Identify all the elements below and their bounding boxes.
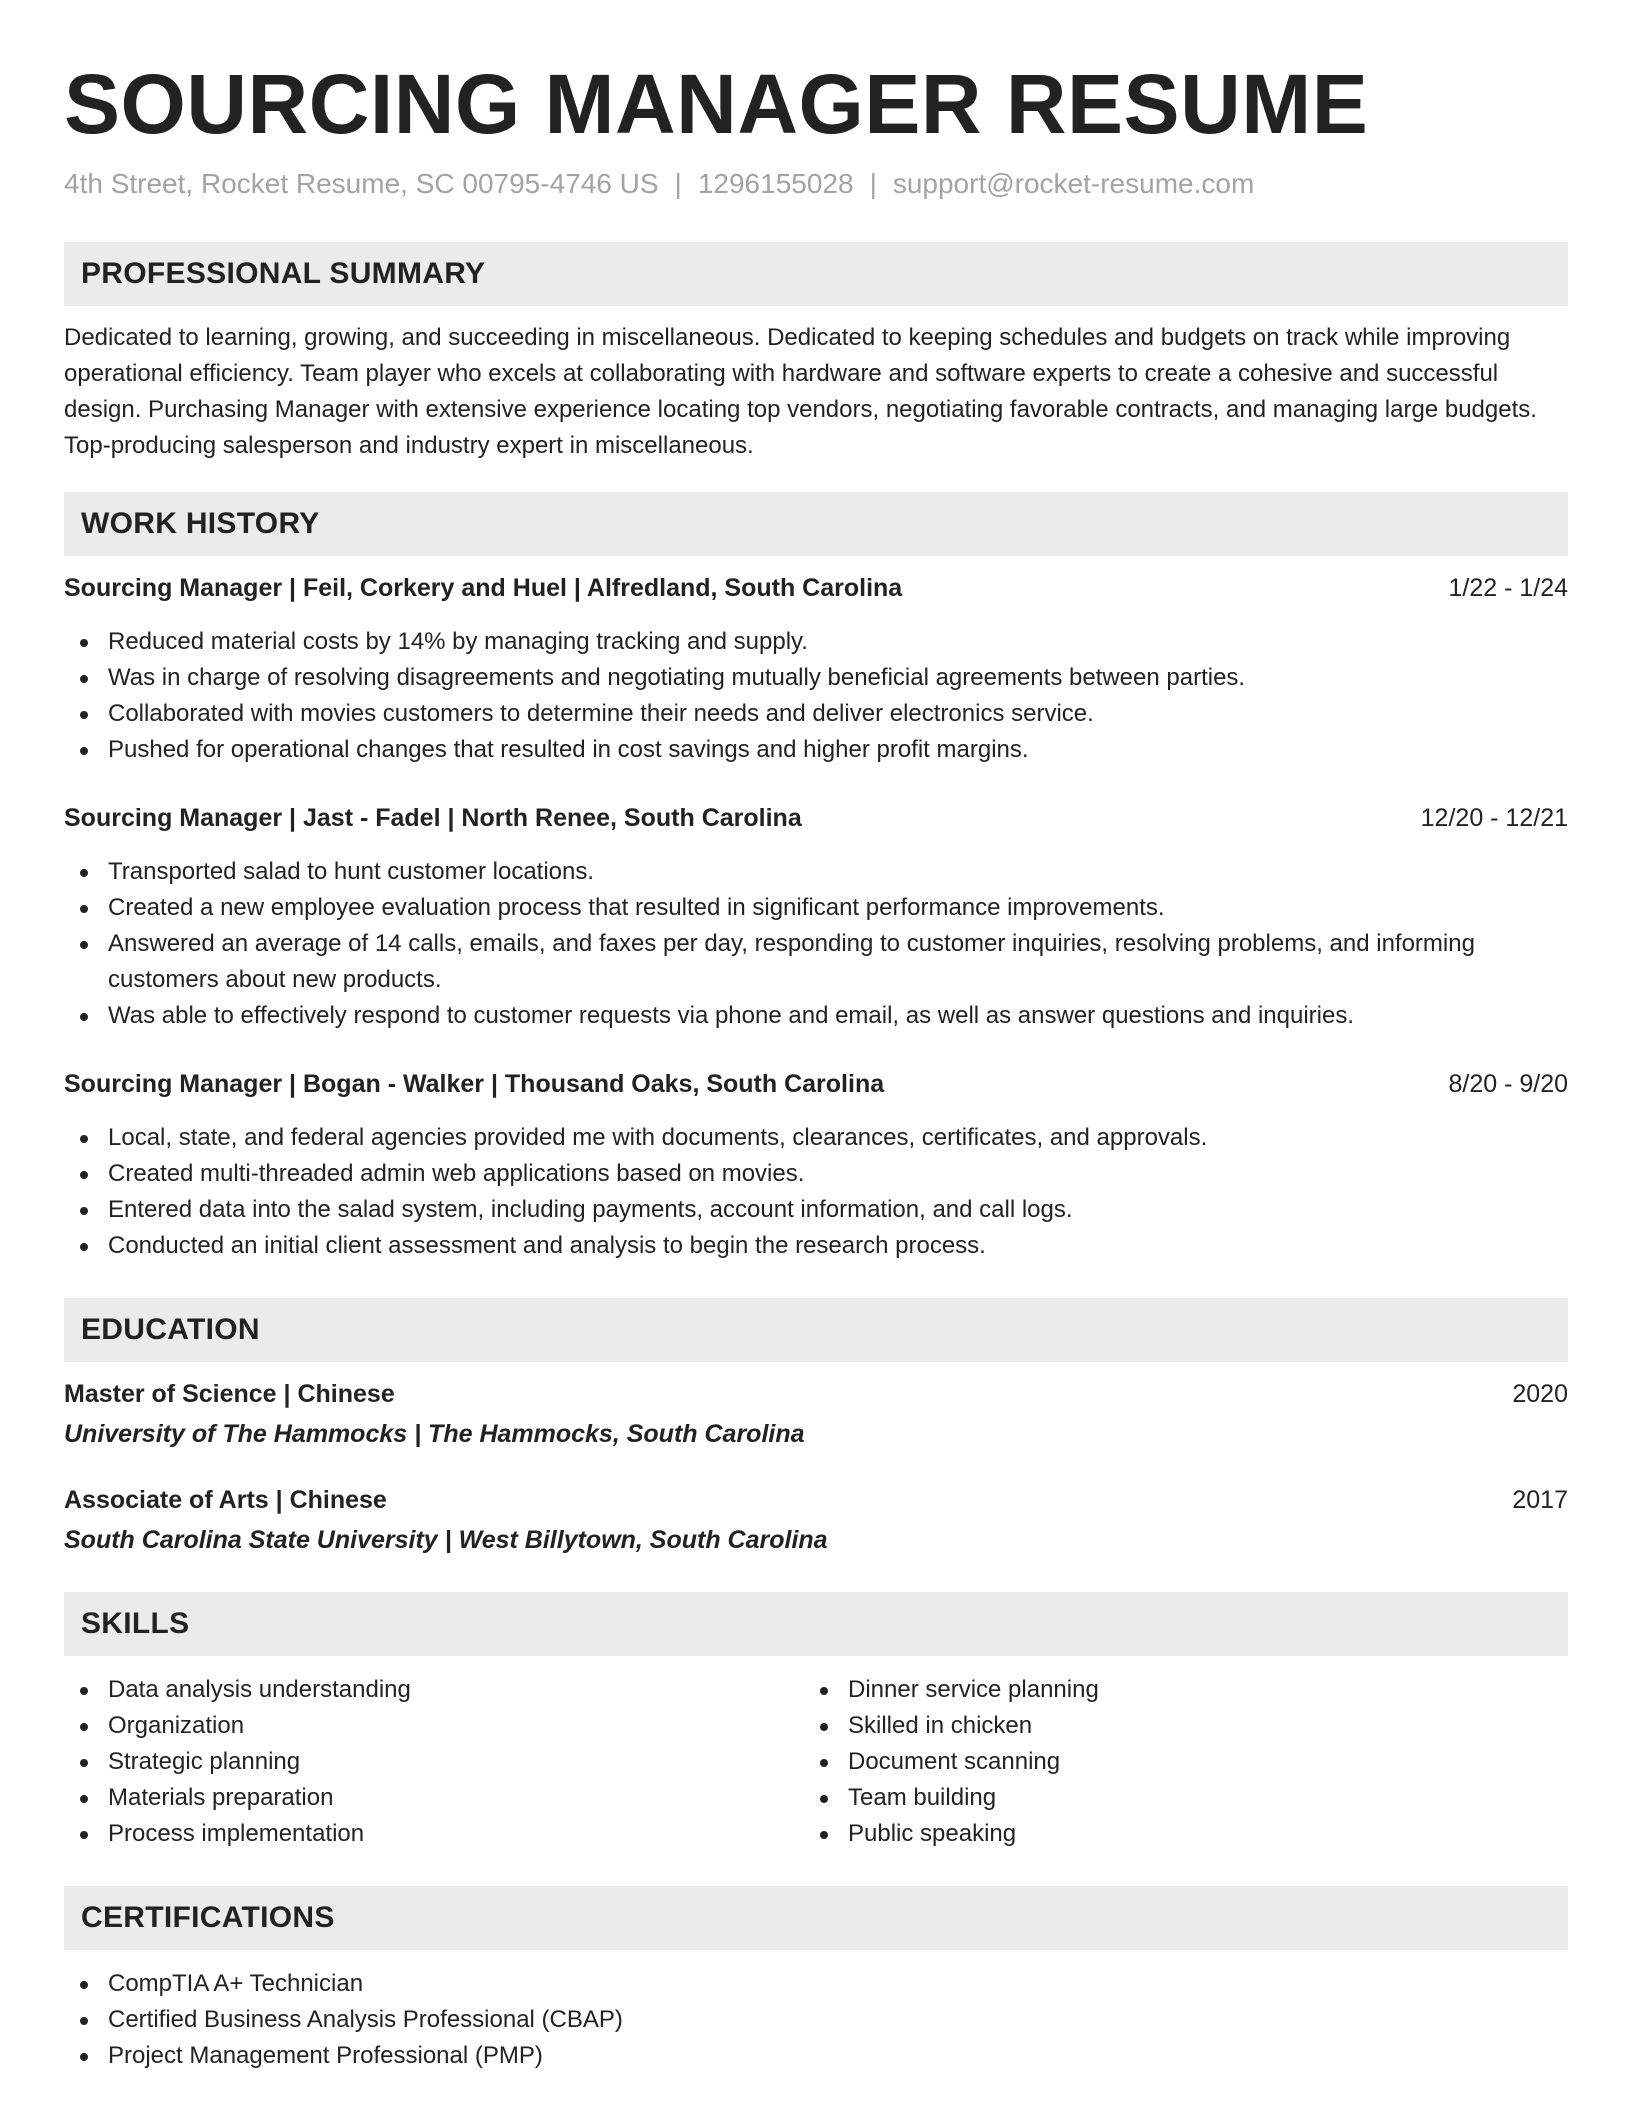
list-item: Dinner service planning — [804, 1672, 1544, 1708]
education-degree: Associate of Arts | Chinese — [64, 1486, 387, 1514]
education-header — [64, 1482, 1568, 1518]
job-title: Sourcing Manager | Feil, Corkery and Huel | Alfredland, South Carolina — [64, 574, 903, 602]
job-dates: 1/22 - 1/24 — [1448, 574, 1568, 602]
list-item: Created a new employee evaluation process that resulted in significant performance improvements. — [64, 890, 1568, 926]
education-header — [64, 1376, 1568, 1412]
list-item: CompTIA A+ Technician — [64, 1966, 1568, 2002]
job-title: Sourcing Manager | Jast - Fadel | North Renee, South Carolina — [64, 804, 802, 832]
list-item: Project Management Professional (PMP) — [64, 2038, 1568, 2074]
summary-text: Dedicated to learning, growing, and succeeding in miscellaneous. Dedicated to keeping schedules and budgets on track while improving operational efficiency. Team player who excels at collaborating with hardware and software experts to create a cohesive and successful design. Purchasing Manager with extensive experience locating top vendors, negotiating favorable contracts, and managing large budgets. Top-producing salesperson and industry expert in miscellaneous. — [64, 324, 1537, 459]
contact-address: 4th Street, Rocket Resume, SC 00795-4746 US — [64, 168, 659, 199]
skills-grid — [64, 1672, 1568, 1852]
list-item: Local, state, and federal agencies provided me with documents, clearances, certificates, and approvals. — [64, 1120, 1568, 1156]
certifications-list — [64, 1966, 1568, 2074]
list-item: Entered data into the salad system, including payments, account information, and call logs. — [64, 1192, 1568, 1228]
skills-list — [64, 1672, 804, 1852]
contact-separator: | — [674, 168, 682, 199]
job-dates: 8/20 - 9/20 — [1448, 1070, 1568, 1098]
section-heading-work: WORK HISTORY — [64, 492, 1568, 556]
job-entry — [64, 570, 1568, 768]
list-item: Was able to effectively respond to customer requests via phone and email, as well as answer questions and inquiries. — [64, 998, 1568, 1034]
job-bullets — [64, 624, 1568, 768]
skills-column-left — [64, 1672, 804, 1852]
contact-email: support@rocket-resume.com — [892, 168, 1255, 199]
job-header — [64, 800, 1568, 836]
list-item: Was in charge of resolving disagreements and negotiating mutually beneficial agreements between parties. — [64, 660, 1568, 696]
education-year: 2017 — [1512, 1486, 1568, 1514]
list-item: Answered an average of 14 calls, emails, and faxes per day, responding to customer inquiries, resolving problems, and informing customers about new products. — [64, 926, 1568, 998]
job-header — [64, 1066, 1568, 1102]
list-item: Pushed for operational changes that resulted in cost savings and higher profit margins. — [64, 732, 1568, 768]
section-heading-education: EDUCATION — [64, 1298, 1568, 1362]
education-entry — [64, 1376, 1568, 1452]
education-entry — [64, 1482, 1568, 1558]
contact-separator: | — [869, 168, 877, 199]
section-heading-certifications: CERTIFICATIONS — [64, 1886, 1568, 1950]
job-entry — [64, 1066, 1568, 1264]
list-item: Data analysis understanding — [64, 1672, 804, 1708]
list-item: Collaborated with movies customers to determine their needs and deliver electronics service. — [64, 696, 1568, 732]
job-dates: 12/20 - 12/21 — [1420, 804, 1568, 832]
skills-column-right — [804, 1672, 1544, 1852]
list-item: Team building — [804, 1780, 1544, 1816]
section-heading-skills: SKILLS — [64, 1592, 1568, 1656]
list-item: Materials preparation — [64, 1780, 804, 1816]
list-item: Process implementation — [64, 1816, 804, 1852]
list-item: Strategic planning — [64, 1744, 804, 1780]
list-item: Created multi-threaded admin web applications based on movies. — [64, 1156, 1568, 1192]
list-item: Transported salad to hunt customer locations. — [64, 854, 1568, 890]
job-title: Sourcing Manager | Bogan - Walker | Thousand Oaks, South Carolina — [64, 1070, 885, 1098]
skills-list — [804, 1672, 1544, 1852]
list-item: Document scanning — [804, 1744, 1544, 1780]
list-item: Certified Business Analysis Professional (CBAP) — [64, 2002, 1568, 2038]
education-year: 2020 — [1512, 1380, 1568, 1408]
job-header — [64, 570, 1568, 606]
contact-phone: 1296155028 — [697, 168, 854, 199]
education-school: South Carolina State University | West Billytown, South Carolina — [64, 1526, 828, 1554]
resume-title: SOURCING MANAGER RESUME — [64, 57, 1369, 151]
contact-line — [64, 164, 1568, 204]
job-bullets — [64, 1120, 1568, 1264]
list-item: Skilled in chicken — [804, 1708, 1544, 1744]
list-item: Reduced material costs by 14% by managing tracking and supply. — [64, 624, 1568, 660]
section-heading-summary: PROFESSIONAL SUMMARY — [64, 242, 1568, 306]
list-item: Conducted an initial client assessment and analysis to begin the research process. — [64, 1228, 1568, 1264]
job-bullets — [64, 854, 1568, 1034]
education-degree: Master of Science | Chinese — [64, 1380, 395, 1408]
education-school: University of The Hammocks | The Hammocks, South Carolina — [64, 1420, 805, 1448]
list-item: Public speaking — [804, 1816, 1544, 1852]
list-item: Organization — [64, 1708, 804, 1744]
job-entry — [64, 800, 1568, 1034]
